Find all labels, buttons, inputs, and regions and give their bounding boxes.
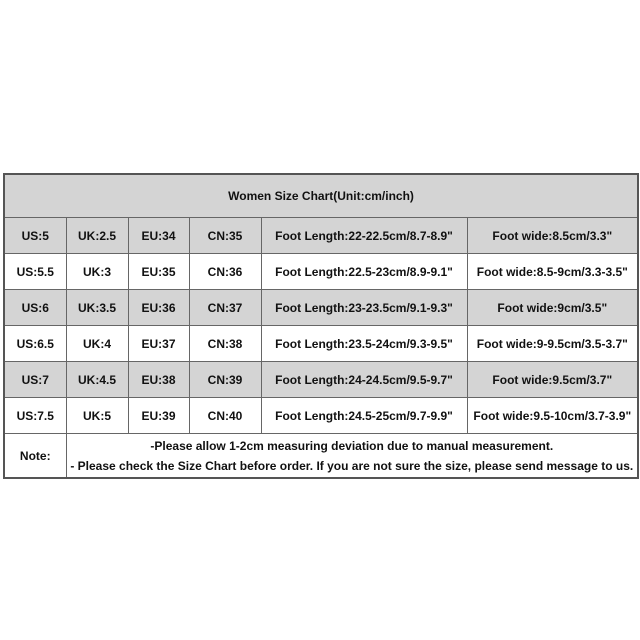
foot-length-cell: Foot Length:24.5-25cm/9.7-9.9" <box>261 398 467 434</box>
chart-title: Women Size Chart(Unit:cm/inch) <box>4 174 638 218</box>
note-text <box>66 434 638 479</box>
cn-size-cell: CN:38 <box>189 326 261 362</box>
foot-length-cell: Foot Length:22-22.5cm/8.7-8.9" <box>261 218 467 254</box>
foot-length-cell: Foot Length:23-23.5cm/9.1-9.3" <box>261 290 467 326</box>
uk-size-cell: UK:3.5 <box>66 290 128 326</box>
note-line-1: -Please allow 1-2cm measuring deviation due to manual measurement. <box>150 439 554 453</box>
table-row <box>4 362 638 398</box>
note-line-2: - Please check the Size Chart before order. If you are not sure the size, please send message to us. <box>70 459 634 473</box>
uk-size-cell: UK:4 <box>66 326 128 362</box>
cn-size-cell: CN:40 <box>189 398 261 434</box>
us-size-cell: US:6.5 <box>4 326 66 362</box>
table-row <box>4 254 638 290</box>
foot-wide-cell: Foot wide:9.5-10cm/3.7-3.9" <box>467 398 638 434</box>
cn-size-cell: CN:35 <box>189 218 261 254</box>
eu-size-cell: EU:35 <box>128 254 189 290</box>
foot-wide-cell: Foot wide:8.5-9cm/3.3-3.5" <box>467 254 638 290</box>
foot-wide-cell: Foot wide:9cm/3.5" <box>467 290 638 326</box>
uk-size-cell: UK:5 <box>66 398 128 434</box>
note-label: Note: <box>4 434 66 479</box>
eu-size-cell: EU:38 <box>128 362 189 398</box>
table-row <box>4 218 638 254</box>
us-size-cell: US:7.5 <box>4 398 66 434</box>
foot-wide-cell: Foot wide:9-9.5cm/3.5-3.7" <box>467 326 638 362</box>
cn-size-cell: CN:39 <box>189 362 261 398</box>
foot-length-cell: Foot Length:24-24.5cm/9.5-9.7" <box>261 362 467 398</box>
cn-size-cell: CN:37 <box>189 290 261 326</box>
title-row <box>4 174 638 218</box>
us-size-cell: US:6 <box>4 290 66 326</box>
table-row <box>4 398 638 434</box>
us-size-cell: US:7 <box>4 362 66 398</box>
foot-wide-cell: Foot wide:8.5cm/3.3" <box>467 218 638 254</box>
us-size-cell: US:5 <box>4 218 66 254</box>
size-chart-table <box>3 173 639 479</box>
table-row <box>4 290 638 326</box>
eu-size-cell: EU:36 <box>128 290 189 326</box>
eu-size-cell: EU:34 <box>128 218 189 254</box>
cn-size-cell: CN:36 <box>189 254 261 290</box>
note-row <box>4 434 638 479</box>
foot-length-cell: Foot Length:22.5-23cm/8.9-9.1" <box>261 254 467 290</box>
us-size-cell: US:5.5 <box>4 254 66 290</box>
table-row <box>4 326 638 362</box>
foot-length-cell: Foot Length:23.5-24cm/9.3-9.5" <box>261 326 467 362</box>
foot-wide-cell: Foot wide:9.5cm/3.7" <box>467 362 638 398</box>
uk-size-cell: UK:2.5 <box>66 218 128 254</box>
eu-size-cell: EU:37 <box>128 326 189 362</box>
eu-size-cell: EU:39 <box>128 398 189 434</box>
uk-size-cell: UK:4.5 <box>66 362 128 398</box>
uk-size-cell: UK:3 <box>66 254 128 290</box>
